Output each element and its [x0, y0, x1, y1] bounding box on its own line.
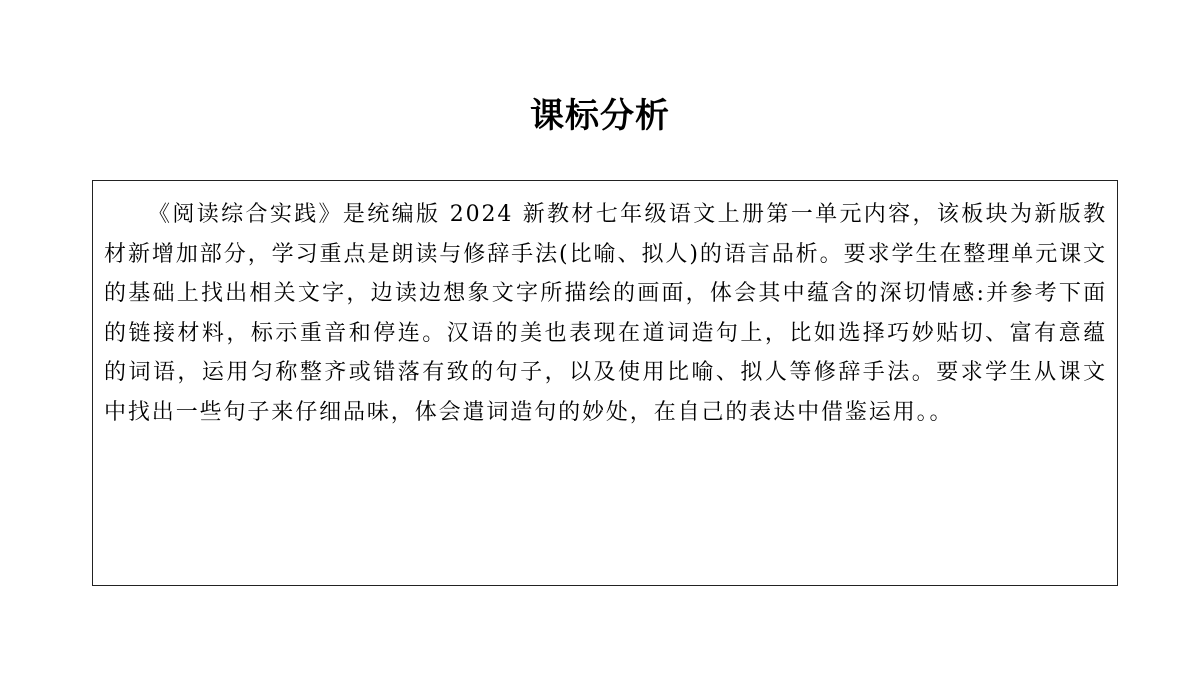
page-title: 课标分析: [530, 96, 670, 136]
body-paragraph: 《阅读综合实践》是统编版 2024 新教材七年级语文上册第一单元内容，该板块为新版教材新增加部分，学习重点是朗读与修辞手法(比喻、拟人)的语言品析。要求学生在整理单元课文的基础上找出相关文字，边读边想象文字所描绘的画面，体会其中蕴含的深切情感:并参考下面的链接材料，标示重音和停连。汉语的美也表现在道词造句上，比如选择巧妙贴切、富有意蕴的词语，运用匀称整齐或错落有致的句子，以及使用比喻、拟人等修辞手法。要求学生从课文中找出一些句子来仔细品味，体会遣词造句的妙处，在自己的表达中借鉴运用。。: [104, 202, 1107, 425]
content-box: [92, 180, 1118, 586]
